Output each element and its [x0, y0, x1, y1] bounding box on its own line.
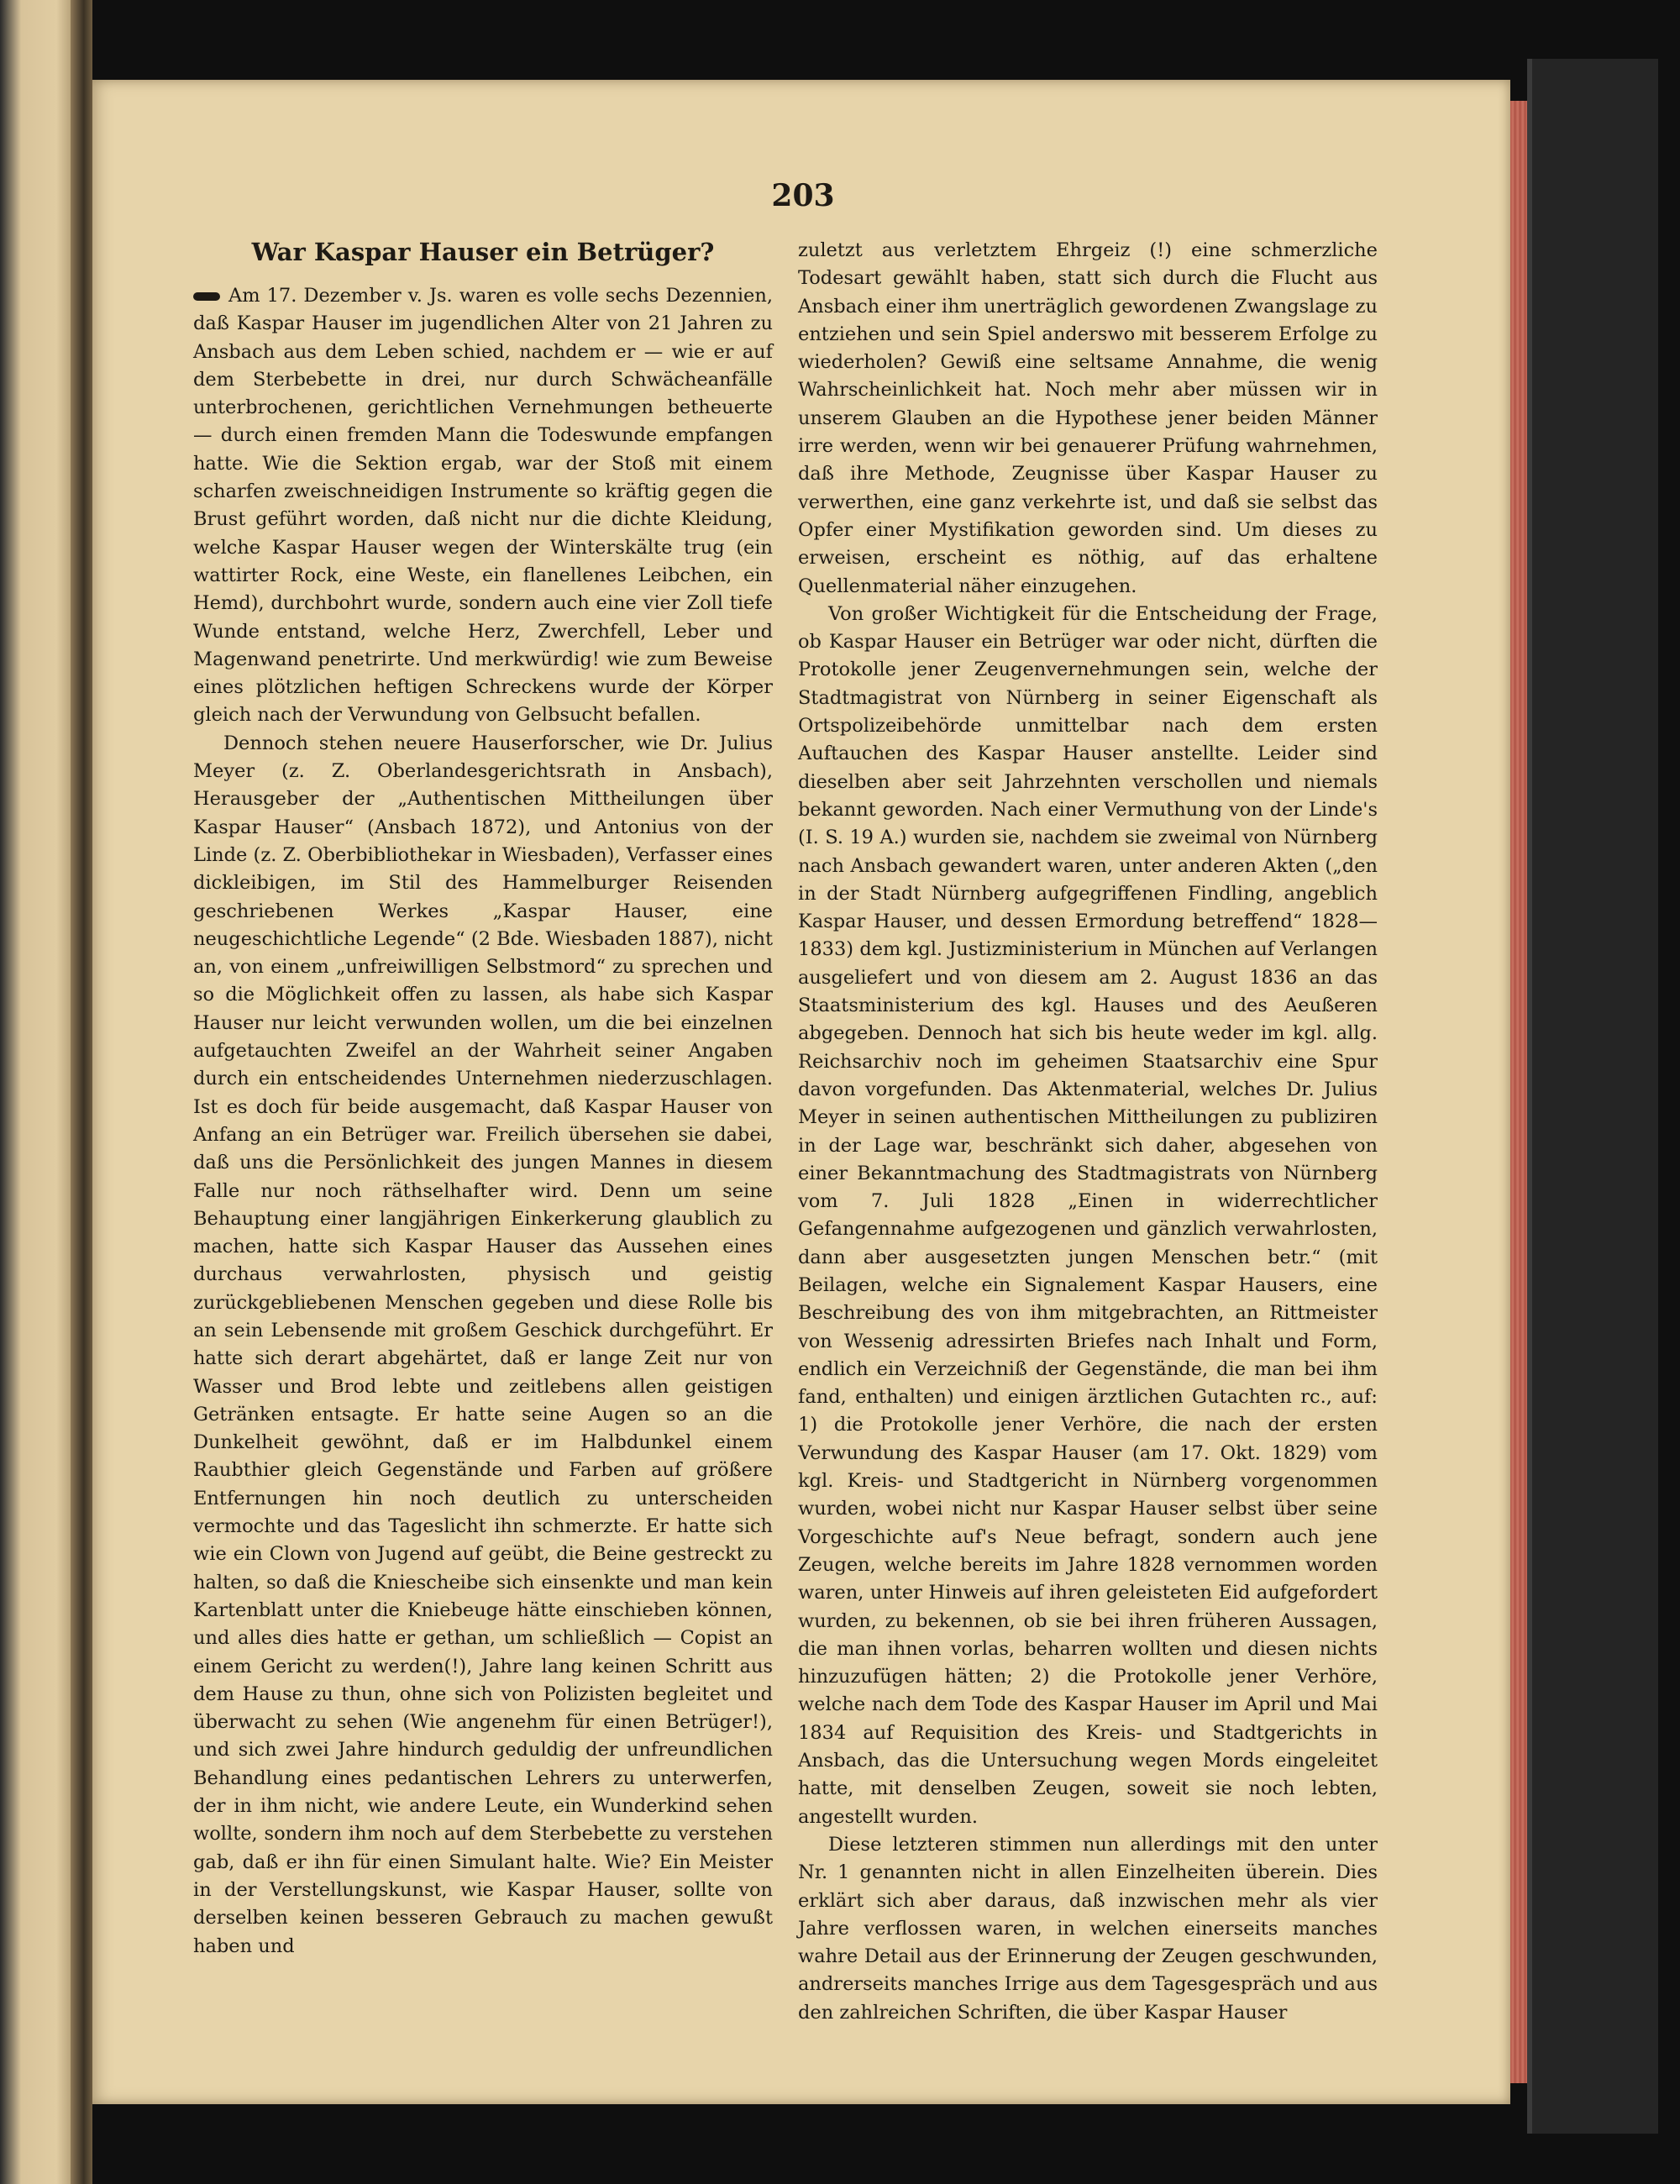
right-column — [798, 237, 1378, 2027]
book-gutter — [71, 0, 92, 2184]
article-title: War Kaspar Hauser ein Betrüger? — [251, 238, 715, 266]
paragraph-text: Am 17. Dezember v. Js. waren es volle sechs Dezennien, daß Kaspar Hauser im jugendlichen Alter von 21 Jahren zu Ansbach aus dem Leben schied, nachdem er — wie er auf dem Sterbebette in drei, nur durch Schwächeanfälle unterbrochenen, gerichtlichen Vernehmungen betheuerte — durch einen fremden Mann die Todeswunde empfangen hatte. Wie die Sektion ergab, war der Stoß mit einem scharfen zweischneidigen Instrumente so kräftig gegen die Brust geführt worden, daß nicht nur die dichte Kleidung, welche Kaspar Hauser wegen der Winterskälte trug (ein wattirter Rock, eine Weste, ein flanellenes Leibchen, ein Hemd), durchbohrt wurde, sondern auch eine vier Zoll tiefe Wunde entstand, welche Herz, Zwerchfell, Leber und Magenwand penetrirte. Und merkwürdig! wie zum Beweise eines plötzlichen heftigen Schreckens wurde der Körper gleich nach der Verwundung von Gelbsucht befallen. — [193, 285, 773, 727]
facing-page-edge — [0, 0, 71, 2184]
paragraph — [193, 282, 773, 730]
paragraph: zuletzt aus verletztem Ehrgeiz (!) eine schmerzliche Todesart gewählt haben, statt sich durch die Flucht aus Ansbach einer ihm unerträglich gewordenen Zwangslage zu entziehen und sein Spiel anderswo mit besserem Erfolge zu wiederholen? Gewiß eine seltsame Annahme, die wenig Wahrscheinlichkeit hat. Noch mehr aber müssen wir in unserem Glauben an die Hypothese jener beiden Männer irre werden, wenn wir bei genauerer Prüfung wahrnehmen, daß ihre Methode, Zeugnisse über Kaspar Hauser zu verwerthen, eine ganz verkehrte ist, und daß sie selbst das Opfer einer Mystifikation geworden sind. Um dieses zu erweisen, erscheint es nöthig, auf das erhaltene Quellenmaterial näher einzugehen. — [798, 239, 1378, 597]
page-number: 203 — [771, 178, 835, 213]
paragraph: Diese letzteren stimmen nun allerdings mit den unter Nr. 1 genannten nicht in allen Einzelheiten überein. Dies erklärt sich aber daraus, daß inzwischen mehr als vier Jahre verflossen waren, in welchen einerseits manches wahre Detail aus der Erinnerung der Zeugen geschwunden, andrerseits manches Irrige aus dem Tagesgespräch und aus den zahlreichen Schriften, die über Kaspar Hauser — [798, 1833, 1378, 2024]
section-mark-icon — [193, 292, 220, 301]
paragraph: Von großer Wichtigkeit für die Entscheidung der Frage, ob Kaspar Hauser ein Betrüger war oder nicht, dürften die Protokolle jener Zeugenvernehmungen sein, welche der Stadtmagistrat von Nürnberg in seiner Eigenschaft als Ortspolizeibehörde unmittelbar nach dem ersten Auftauchen des Kaspar Hauser anstellte. Leider sind dieselben aber seit Jahrzehnten verschollen und niemals bekannt geworden. Nach einer Vermuthung von der Linde's (I. S. 19 A.) wurden sie, nachdem sie zweimal von Nürnberg nach Ansbach gewandert waren, unter anderen Akten („den in der Stadt Nürnberg aufgegriffenen Findling, angeblich Kaspar Hauser, und dessen Ermordung betreffend“ 1828—1833) dem kgl. Justizministerium in München auf Verlangen ausgeliefert und von diesem am 2. August 1836 an das Staatsministerium des kgl. Hauses und des Aeußeren abgegeben. Dennoch hat sich bis heute weder im kgl. allg. Reichsarchiv noch im geheimen Staatsarchiv eine Spur davon vorgefunden. Das Aktenmaterial, welches Dr. Julius Meyer in seinen authentischen Mittheilungen zu publiziren in der Lage war, beschränkt sich daher, abgesehen von einer Bekanntmachung des Stadtmagistrats von Nürnberg vom 7. Juli 1828 „Einen in widerrechtlicher Gefangennahme aufgezogenen und gänzlich verwahrlosten, dann aber ausgesetzten jungen Menschen betr.“ (mit Beilagen, welche ein Signalement Kaspar Hausers, eine Beschreibung des von ihm mitgebrachten, an Rittmeister von Wessenig adressirten Briefes nach Inhalt und Form, endlich ein Verzeichniß der Gegenstände, die man bei ihm fand, enthalten) und einigen ärztlichen Gutachten rc., auf: 1) die Protokolle jener Verhöre, die nach der ersten Verwundung des Kaspar Hauser (am 17. Okt. 1829) vom kgl. Kreis- und Stadtgericht in Nürnberg vorgenommen wurden, wobei nicht nur Kaspar Hauser selbst über seine Vorgeschichte auf's Neue befragt, sondern auch jene Zeugen, welche bereits im Jahre 1828 vernommen worden waren, unter Hinweis auf ihren geleisteten Eid aufgefordert wurden, zu bekennen, ob sie bei ihren früheren Aussagen, die man ihnen vorlas, beharren wollten und diesen nichts hinzuzufügen hätten; 2) die Protokolle jener Verhöre, welche nach dem Tode des Kaspar Hauser im April und Mai 1834 auf Requisition des Kreis- und Stadtgerichts in Ansbach, das die Untersuchung wegen Mords eingeleitet hatte, mit denselben Zeugen, soweit sie noch lebten, angestellt wurden. — [798, 602, 1378, 1828]
page-block-edge — [1510, 101, 1527, 2083]
paragraph: Dennoch stehen neuere Hauserforscher, wie Dr. Julius Meyer (z. Z. Oberlandesgerichtsrath in Ansbach), Herausgeber der „Authentischen Mittheilungen über Kaspar Hauser“ (Ansbach 1872), und Antonius von der Linde (z. Z. Oberbibliothekar in Wiesbaden), Verfasser eines dickleibigen, im Stil des Hammelburger Reisenden geschriebenen Werkes „Kaspar Hauser, eine neugeschichtliche Legende“ (2 Bde. Wiesbaden 1887), nicht an, von einem „unfreiwilligen Selbstmord“ zu sprechen und so die Möglichkeit offen zu lassen, als habe sich Kaspar Hauser nur leicht verwunden wollen, um die bei einzelnen aufgetauchten Zweifel an der Wahrheit seiner Angaben durch ein entscheidendes Unternehmen niederzuschlagen. Ist es doch für beide ausgemacht, daß Kaspar Hauser von Anfang an ein Betrüger war. Freilich übersehen sie dabei, daß uns die Persönlichkeit des jungen Mannes in diesem Falle nur noch räthselhafter wird. Denn um seine Behauptung einer langjährigen Einkerkerung glaublich zu machen, hatte sich Kaspar Hauser das Aussehen eines durchaus verwahrlosten, physisch und geistig zurückgebliebenen Menschen gegeben und diese Rolle bis an sein Lebensende mit großem Geschick durchgeführt. Er hatte sich derart abgehärtet, daß er lange Zeit nur von Wasser und Brod lebte und zeitlebens allen geistigen Getränken entsagte. Er hatte seine Augen so an die Dunkelheit gewöhnt, daß er im Halbdunkel einem Raubthier gleich Gegenstände und Farben auf größere Entfernungen hin noch deutlich zu unterscheiden vermochte und das Tageslicht ihn schmerzte. Er hatte sich wie ein Clown von Jugend auf geübt, die Beine gestreckt zu halten, so daß die Kniescheibe sich einsenkte und man kein Kartenblatt unter die Kniebeuge hätte einschieben können, und alles dies hatte er gethan, um schließlich — Copist an einem Gericht zu werden(!), Jahre lang keinen Schritt aus dem Hause zu thun, ohne sich von Polizisten begleitet und überwacht zu sehen (Wie angenehm für einen Betrüger!), und sich zwei Jahre hindurch geduldig der unfreundlichen Behandlung eines pedantischen Lehrers zu unterwerfen, der in ihm nicht, wie andere Leute, ein Wunderkind sehen wollte, sondern ihm noch auf dem Sterbebette zu verstehen gab, daß er ihn für einen Simulant halte. Wie? Ein Meister in der Verstellungskunst, wie Kaspar Hauser, sollte von derselben keinen besseren Gebrauch zu machen gewußt haben und — [193, 732, 773, 1957]
left-column — [193, 237, 773, 1961]
book-cover — [1527, 59, 1658, 2134]
